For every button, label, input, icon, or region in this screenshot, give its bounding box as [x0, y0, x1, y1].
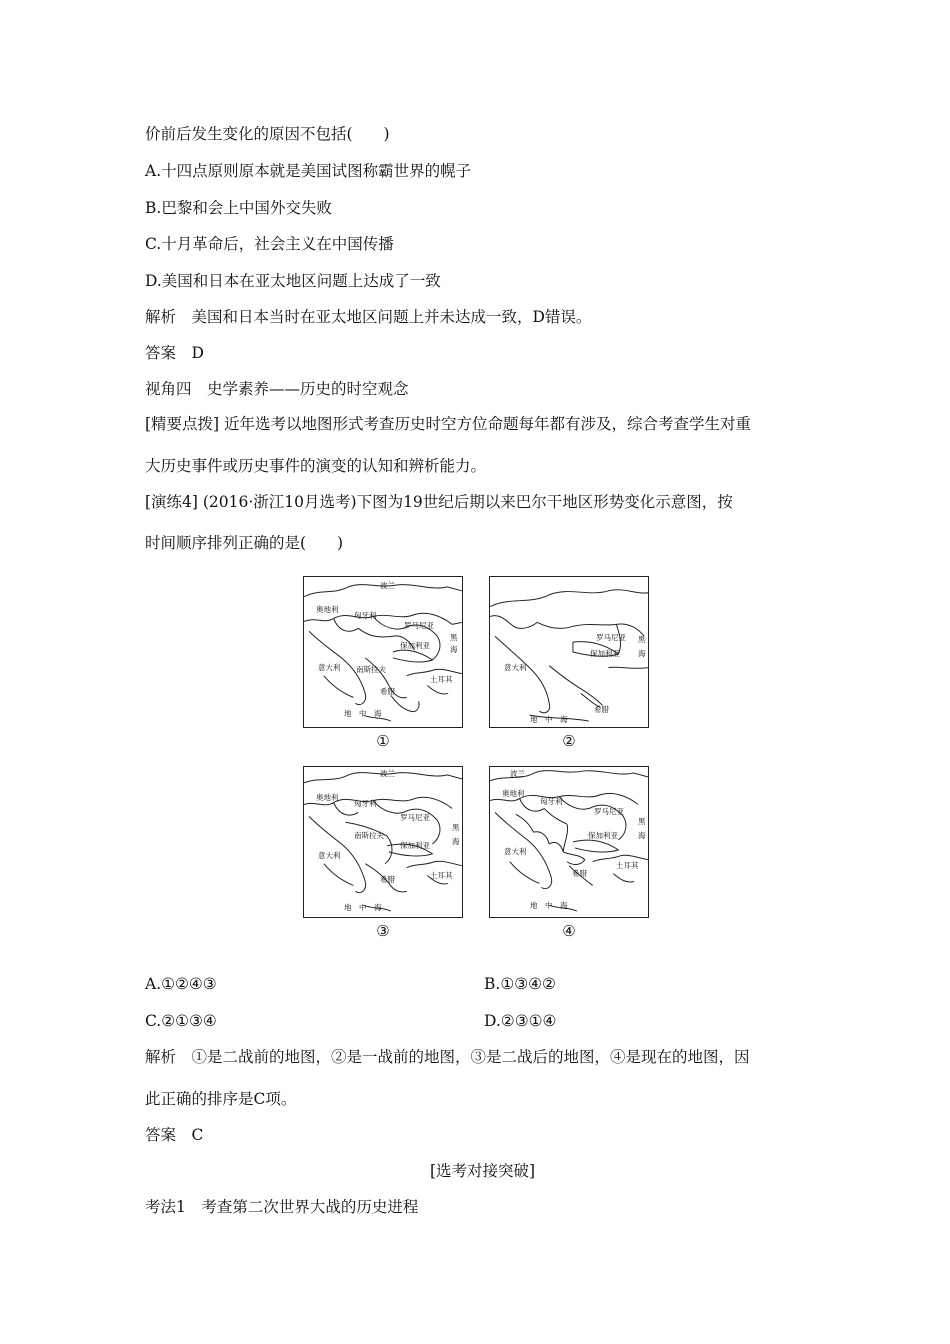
q4-option-a: A.①②④③	[145, 975, 217, 993]
map-figure	[303, 576, 653, 948]
map-label: 罗马尼亚	[596, 633, 626, 642]
map-label: 意大利	[504, 847, 527, 856]
section-title: [选考对接突破]	[429, 1162, 536, 1180]
map-label: 波兰	[510, 769, 525, 778]
map-label: 波兰	[380, 769, 395, 778]
map-label: 意大利	[318, 851, 341, 860]
map-label: 土耳其	[616, 861, 639, 870]
analysis-q4-line-1: 解析 ①是二战前的地图，②是一战前的地图，③是二战后的地图，④是现在的地图，因	[145, 1048, 750, 1066]
map-label: 希腊	[380, 875, 395, 884]
analysis-q4-line-2: 此正确的排序是C项。	[145, 1090, 297, 1108]
map-label: 南斯拉夫	[356, 665, 386, 674]
map-4	[489, 766, 649, 918]
map-label: 保加利亚	[588, 831, 618, 840]
map-label: 土耳其	[430, 871, 453, 880]
map-label: 保加利亚	[400, 841, 430, 850]
answer-q3: 答案 D	[145, 344, 204, 362]
practice-4-line-2: 时间顺序排列正确的是( )	[145, 534, 344, 552]
map-3-outline	[304, 767, 462, 917]
key-point-line-1: [精要点拨] 近年选考以地图形式考查历史时空方位命题每年都有涉及，综合考查学生对重	[145, 415, 752, 433]
map-label: 罗马尼亚	[594, 807, 624, 816]
question-tail: 价前后发生变化的原因不包括( )	[145, 125, 390, 143]
map-label: 海	[638, 831, 646, 840]
map-label: 希腊	[594, 705, 609, 714]
map-label: 海	[638, 649, 646, 658]
map-label: 南斯拉夫	[354, 831, 384, 840]
q4-option-b: B.①③④②	[484, 975, 556, 993]
map-label: 波兰	[380, 581, 395, 590]
option-d: D.美国和日本在亚太地区问题上达成了一致	[145, 272, 441, 290]
map-label: 地 中 海	[530, 901, 568, 910]
map-1-outline	[304, 577, 462, 727]
map-label: 地 中 海	[344, 903, 382, 912]
map-label: 土耳其	[430, 675, 453, 684]
key-point-line-2: 大历史事件或历史事件的演变的认知和辨析能力。	[145, 457, 487, 475]
map-label: 罗马尼亚	[404, 621, 434, 630]
map-3-number: ③	[376, 922, 390, 940]
option-a: A.十四点原则原本就是美国试图称霸世界的幌子	[145, 162, 472, 180]
map-3	[303, 766, 463, 918]
map-label: 希腊	[380, 687, 395, 696]
map-label: 海	[452, 837, 460, 846]
map-label: 黑	[450, 633, 458, 642]
map-label: 海	[450, 645, 458, 654]
map-label: 黑	[452, 823, 460, 832]
q4-option-d: D.②③①④	[484, 1012, 557, 1030]
map-label: 黑	[638, 635, 646, 644]
map-4-number: ④	[562, 922, 576, 940]
map-label: 保加利亚	[400, 641, 430, 650]
map-label: 奥地利	[502, 789, 525, 798]
map-2-outline	[490, 577, 648, 727]
map-1	[303, 576, 463, 728]
map-1-number: ①	[376, 732, 390, 750]
map-label: 意大利	[504, 663, 527, 672]
map-label: 希腊	[572, 869, 587, 878]
map-label: 匈牙利	[354, 799, 377, 808]
analysis-q3: 解析 美国和日本当时在亚太地区问题上并未达成一致，D错误。	[145, 308, 592, 326]
answer-q4: 答案 C	[145, 1126, 204, 1144]
map-2	[489, 576, 649, 728]
map-2-number: ②	[562, 732, 576, 750]
option-b: B.巴黎和会上中国外交失败	[145, 199, 332, 217]
practice-4-line-1: [演练4] (2016·浙江10月选考)下图为19世纪后期以来巴尔干地区形势变化示意图，按	[145, 493, 733, 511]
method-1-title: 考法1 考查第二次世界大战的历史进程	[145, 1198, 419, 1216]
map-label: 匈牙利	[540, 797, 563, 806]
map-label: 保加利亚	[590, 649, 620, 658]
map-label: 意大利	[318, 663, 341, 672]
perspective-4-title: 视角四 史学素养——历史的时空观念	[145, 380, 409, 398]
map-label: 匈牙利	[354, 611, 377, 620]
option-c: C.十月革命后，社会主义在中国传播	[145, 235, 394, 253]
map-label: 地 中 海	[530, 715, 568, 724]
map-label: 地 中 海	[344, 709, 382, 718]
map-label: 黑	[638, 817, 646, 826]
map-label: 奥地利	[316, 605, 339, 614]
map-label: 奥地利	[316, 793, 339, 802]
map-label: 罗马尼亚	[400, 813, 430, 822]
q4-option-c: C.②①③④	[145, 1012, 217, 1030]
